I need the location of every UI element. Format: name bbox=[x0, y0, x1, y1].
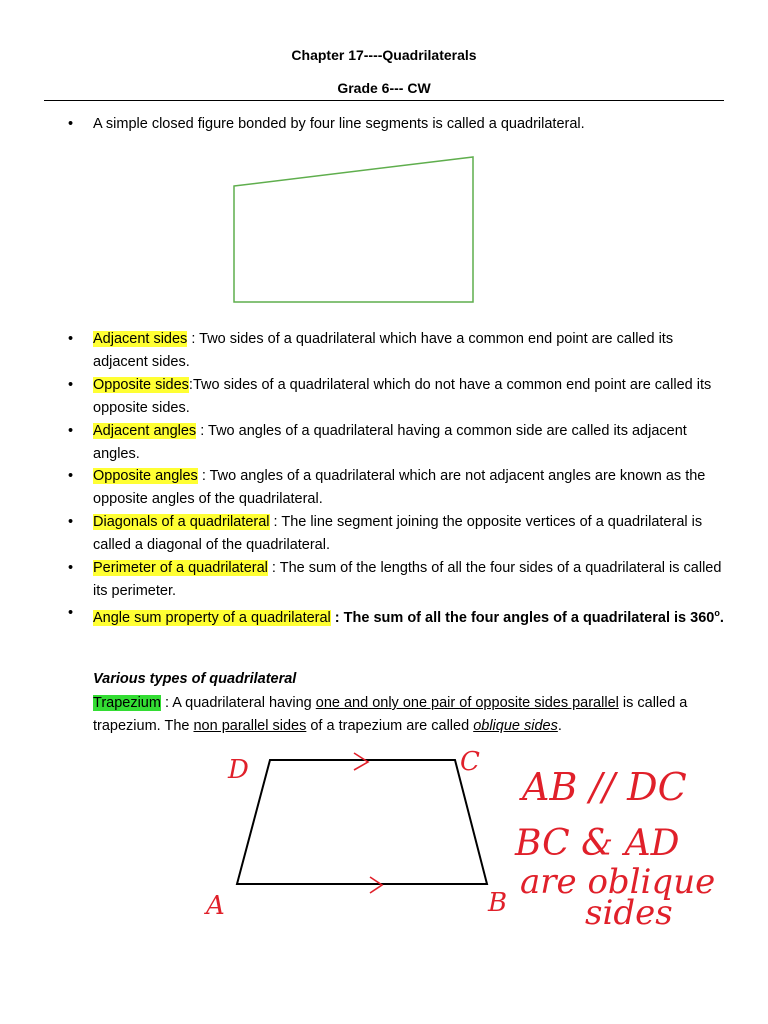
definition-text bbox=[93, 328, 728, 373]
note-oblique-line2: are oblique bbox=[520, 862, 716, 902]
definition-separator: : bbox=[197, 468, 210, 484]
definition-body: The sum of the lengths of all the four sides of a quadrilateral is called its perimeter. bbox=[93, 560, 722, 599]
definition-term: Angle sum property of a quadrilateral bbox=[93, 609, 331, 626]
page-title: Chapter 17----Quadrilaterals bbox=[291, 47, 477, 63]
page-subtitle: Grade 6--- CW bbox=[337, 80, 431, 96]
bullet-icon: • bbox=[68, 377, 74, 393]
definition-separator: : bbox=[188, 377, 193, 393]
vertex-label-b: B bbox=[488, 888, 508, 918]
definition-separator: : bbox=[330, 609, 344, 626]
definition-term: Diagonals of a quadrilateral bbox=[93, 514, 270, 530]
definition-term: Perimeter of a quadrilateral bbox=[93, 560, 268, 576]
definition-body: Two sides of a quadrilateral which do not have a common end point are called its opposite sides. bbox=[93, 377, 712, 416]
para-text-1: : A quadrilateral having bbox=[160, 695, 316, 711]
underlined-phrase-3: oblique sides bbox=[473, 717, 558, 734]
bullet-icon: • bbox=[68, 116, 74, 132]
intro-text: A simple closed figure bonded by four line segments is called a quadrilateral. bbox=[93, 116, 585, 132]
para-text-end: . bbox=[557, 717, 562, 734]
underlined-phrase-2: non parallel sides bbox=[193, 717, 307, 734]
underlined-phrase-1: one and only one pair of opposite sides parallel bbox=[315, 695, 619, 711]
definition-item bbox=[68, 602, 728, 629]
bullet-icon: • bbox=[68, 468, 74, 484]
definition-term: Adjacent angles bbox=[93, 423, 197, 439]
definition-item bbox=[68, 465, 728, 510]
para-text-3: of a trapezium are called bbox=[306, 717, 474, 734]
bullet-icon: • bbox=[68, 560, 74, 576]
definition-separator: : bbox=[269, 514, 282, 530]
definition-item bbox=[68, 511, 728, 556]
definition-term: Adjacent sides bbox=[93, 331, 188, 347]
definition-term: Opposite angles bbox=[93, 468, 198, 484]
definition-separator: : bbox=[196, 423, 209, 439]
quadrilateral-shape bbox=[234, 157, 473, 302]
degree-superscript: o bbox=[714, 608, 720, 618]
note-oblique-line3: sides bbox=[585, 893, 673, 933]
trapezium-term: Trapezium bbox=[93, 695, 161, 711]
definition-item bbox=[68, 328, 728, 373]
definition-end: . bbox=[719, 609, 724, 626]
definition-text bbox=[93, 557, 728, 602]
definition-body: Two angles of a quadrilateral which are not adjacent angles are known as the opposite angles of the quadrilateral. bbox=[93, 468, 706, 507]
definition-separator: : bbox=[187, 331, 200, 347]
definition-body: The sum of all the four angles of a quadrilateral is 360 bbox=[343, 609, 715, 626]
trapezium-shape bbox=[237, 760, 487, 884]
bullet-icon: • bbox=[68, 514, 74, 530]
definition-body: Two sides of a quadrilateral which have a common end point are called its adjacent sides. bbox=[93, 331, 674, 370]
definition-body: The line segment joining the opposite vertices of a quadrilateral is called a diagonal of the quadrilateral. bbox=[93, 514, 703, 553]
definition-text bbox=[93, 602, 728, 629]
definition-text bbox=[93, 420, 728, 465]
definition-separator: : bbox=[267, 560, 280, 576]
vertex-label-c: C bbox=[460, 747, 480, 777]
definition-text bbox=[93, 374, 728, 419]
note-parallel: AB // DC bbox=[522, 765, 687, 809]
definition-text bbox=[93, 511, 728, 556]
definition-text bbox=[93, 465, 728, 510]
definition-item bbox=[68, 374, 728, 419]
definition-item bbox=[68, 420, 728, 465]
parallel-arrow-top bbox=[354, 753, 368, 770]
definition-term: Opposite sides bbox=[93, 377, 189, 393]
bullet-icon: • bbox=[68, 423, 74, 439]
para-text-2: is called a trapezium. The bbox=[93, 695, 688, 734]
vertex-label-d: D bbox=[228, 755, 249, 785]
note-oblique-line1: BC & AD bbox=[515, 823, 680, 864]
vertex-label-a: A bbox=[206, 891, 225, 921]
bullet-icon: • bbox=[68, 605, 74, 621]
definition-body: Two angles of a quadrilateral having a common side are called its adjacent angles. bbox=[93, 423, 687, 462]
bullet-icon: • bbox=[68, 331, 74, 347]
trapezium-paragraph bbox=[93, 692, 733, 737]
definition-item bbox=[68, 557, 728, 602]
section-heading: Various types of quadrilateral bbox=[93, 671, 297, 687]
